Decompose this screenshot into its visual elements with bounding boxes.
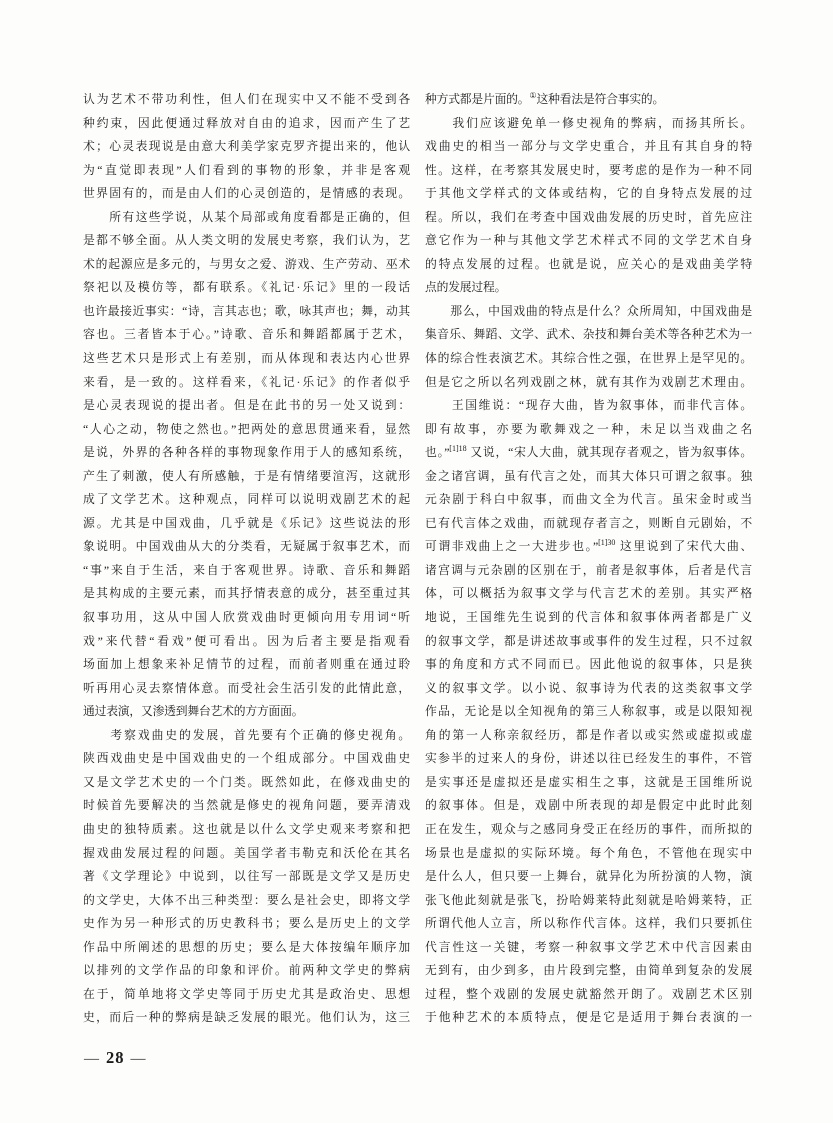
- text-line: 又是文学艺术史的一个门类。既然如此，在修戏曲史的: [83, 774, 410, 789]
- page-footer: [84, 1048, 147, 1068]
- text-line: 于其他文学样式的文体或结构，它的自身特点发展的过: [425, 186, 752, 201]
- text-line: 可谓非戏曲上之一大进步也。”$^{[1]30}$ 这里说到了宋代大曲、: [425, 538, 752, 554]
- text-line: 集音乐、舞蹈、文学、武术、杂技和舞台美术等各种艺术为一: [425, 327, 752, 342]
- text-line: 诸宫调与元杂剧的区别在于，前者是叙事体，后者是代言: [425, 562, 752, 577]
- text-line: 曲史的独特质素。这也就是以什么文学史观来考察和把: [83, 821, 410, 836]
- text-line: 地说，王国维先生说到的代言体和叙事体两者都是广义: [425, 610, 752, 625]
- text-line: 无到有，由少到多，由片段到完整，由简单到复杂的发展: [425, 963, 752, 978]
- text-line: 是什么人，但只要一上舞台，就异化为所扮演的人物，演: [425, 869, 752, 884]
- text-line: 正在发生，观众与之感同身受正在经历的事件，而所拟的: [425, 821, 752, 836]
- text-line: 成了文学艺术。这种观点，同样可以说明戏剧艺术的起: [83, 492, 410, 507]
- footer-dash-right: —: [130, 1051, 147, 1067]
- text-line: “人心之动，物使之然也。”把两处的意思贯通来看，显然: [83, 421, 410, 436]
- text-line: 性。这样，在考察其发展史时，要考虑的是作为一种不同: [425, 162, 752, 177]
- text-line: 点的发展过程。: [425, 280, 507, 295]
- text-line: 考察戏曲史的发展，首先要有个正确的修史视角。: [83, 727, 410, 742]
- text-line: 握戏曲发展过程的问题。美国学者韦勒克和沃伦在其名: [83, 845, 410, 860]
- text-line: 以排列的文学作品的印象和评价。前两种文学史的弊病: [83, 963, 410, 978]
- text-line: 我们应该避免单一修史视角的弊病，而扬其所长。: [425, 115, 752, 130]
- text-line: 也许最接近事实：“诗，言其志也；歌，咏其声也；舞，动其: [83, 303, 410, 318]
- text-line: 元杂剧于科白中叙事，而曲文全为代言。虽宋金时或当: [425, 492, 752, 507]
- text-line: 种方式都是片面的。①这种看法是符合事实的。: [425, 91, 665, 106]
- text-line: 术的起源应是多元的，与男女之爱、游戏、生产劳动、巫术: [83, 256, 410, 271]
- text-line: 的特点发展的过程。也就是说，应关心的是戏曲美学特: [425, 256, 752, 271]
- text-line: 这些艺术只是形式上有差别，而从体现和表达内心世界: [83, 351, 410, 366]
- text-line: 场景也是虚拟的实际环境。每个角色，不管他在现实中: [425, 845, 752, 860]
- text-line: 代言性这一关键，考察一种叙事文学艺术中代言因素由: [425, 939, 752, 954]
- text-line: 即有故事，亦要为歌舞戏之一种，未足以当戏曲之名: [425, 421, 752, 436]
- text-line: 戏曲史的相当一部分与文学史重合，并且有其自身的特: [425, 139, 752, 154]
- text-line: 的文学史，大体不出三种类型：要么是社会史，即将文学: [83, 892, 410, 907]
- text-line: 张飞他此刻就是张飞，扮哈姆莱特此刻就是哈姆莱特，正: [425, 892, 752, 907]
- text-line: 程。所以，我们在考查中国戏曲发展的历史时，首先应注: [425, 209, 752, 224]
- text-line: 术；心灵表现说是由意大利美学家克罗齐提出来的，他认: [83, 139, 410, 154]
- text-line: 意它作为一种与其他文学艺术样式不同的文学艺术自身: [425, 233, 752, 248]
- text-line: 所有这些学说，从某个局部或角度看都是正确的，但: [83, 209, 410, 224]
- text-line: 体，可以概括为叙事文学与代言艺术的差别。其实严格: [425, 586, 752, 601]
- text-line: 是其构成的主要元素，而其抒情表意的成分，甚至重过其: [83, 586, 410, 601]
- text-line: 世界固有的，而是由人们的心灵创造的，是情感的表现。: [83, 186, 410, 201]
- text-line: 通过表演，又渗透到舞台艺术的方方面面。: [83, 704, 304, 719]
- text-line: 祭祀以及模仿等，都有联系。《礼记·乐记》里的一段话: [83, 280, 410, 295]
- text-line: 产生了刺激，使人有所感触，于是有情绪要渲泻，这就形: [83, 468, 410, 483]
- text-line: 听再用心灵去察情体意。而受社会生活引发的此情此意，: [83, 680, 410, 695]
- text-line: 叙事功用，这从中国人欣赏戏曲时更倾向用专用词“听: [83, 610, 410, 625]
- text-line: 在于，简单地将文学史等同于历史尤其是政治史、思想: [83, 986, 410, 1001]
- text-line: 已有代言体之戏曲，而就现存者言之，则断自元剧始，不: [425, 515, 752, 530]
- text-line: 那么，中国戏曲的特点是什么？众所周知，中国戏曲是: [425, 303, 752, 318]
- text-line: 于他种艺术的本质特点，便是它是适用于舞台表演的一: [425, 1010, 752, 1025]
- text-line: 陕西戏曲史是中国戏曲史的一个组成部分。中国戏曲史: [83, 751, 410, 766]
- text-line: 体的综合性表演艺术。其综合性之强，在世界上是罕见的。: [425, 351, 752, 366]
- text-line: 实参半的过来人的身份，讲述以往已经发生的事件，不管: [425, 751, 752, 766]
- text-line: 史作为另一种形式的历史教科书；要么是历史上的文学: [83, 916, 410, 931]
- text-line: 容也。三者皆本于心。”诗歌、音乐和舞蹈都属于艺术，: [83, 327, 410, 342]
- left-text-column: [83, 88, 410, 1030]
- page-number: 28: [106, 1048, 125, 1067]
- text-line: 著《文学理论》中说到，以往写一部既是文学又是历史: [83, 869, 410, 884]
- text-line: 是心灵表现说的提出者。但是在此书的另一处又说到：: [83, 398, 410, 413]
- text-line: 但是它之所以名列戏剧之林，就有其作为戏剧艺术理由。: [425, 374, 752, 389]
- text-line: 为“直觉即表现”人们看到的事物的形象，并非是客观: [83, 162, 410, 177]
- right-text-column: [425, 88, 752, 1030]
- text-line: 是说，外界的各种各样的事物现象作用于人的感知系统，: [83, 445, 410, 460]
- text-line: 过程，整个戏剧的发展史就豁然开朗了。戏剧艺术区别: [425, 986, 752, 1001]
- text-line: 是实事还是虚拟还是虚实相生之事，这就是王国维所说: [425, 774, 752, 789]
- text-line: 作品，无论是以全知视角的第三人称叙事，或是以限知视: [425, 704, 752, 719]
- text-line: 的叙事文学，都是讲述故事或事件的发生过程，只不过叙: [425, 633, 752, 648]
- text-line: 来看，是一致的。这样看来，《礼记·乐记》的作者似乎: [83, 374, 410, 389]
- text-line: 场面加上想象来补足情节的过程，而前者则重在通过聆: [83, 657, 410, 672]
- text-line: 王国维说：“现存大曲，皆为叙事体，而非代言体。: [425, 398, 752, 413]
- text-line: 作品中所阐述的思想的历史；要么是大体按编年顺序加: [83, 939, 410, 954]
- text-line: 是都不够全面。从人类文明的发展史考察，我们认为，艺: [83, 233, 410, 248]
- text-line: 戏”来代替“看戏”便可看出。因为后者主要是指观看: [83, 633, 410, 648]
- text-line: 事的角度和方式不同而已。因此他说的叙事体，只是狭: [425, 657, 752, 672]
- text-line: 所谓代他人立言，所以称作代言体。这样，我们只要抓住: [425, 916, 752, 931]
- text-line: 义的叙事文学。以小说、叙事诗为代表的这类叙事文学: [425, 680, 752, 695]
- text-line: 认为艺术不带功利性，但人们在现实中又不能不受到各: [83, 92, 410, 106]
- text-line: 的叙事体。但是，戏剧中所表现的却是假定中此时此刻: [425, 798, 752, 813]
- text-line: 角的第一人称亲叙经历，都是作者以或实然或虚拟或虚: [425, 727, 752, 742]
- text-line: 时候首先要解决的当然就是修史的视角问题，要弄清戏: [83, 798, 410, 813]
- text-line: 象说明。中国戏曲从大的分类看，无疑属于叙事艺术，而: [83, 539, 410, 554]
- text-line: 金之诸宫调，虽有代言之处，而其大体只可谓之叙事。独: [425, 468, 752, 483]
- text-line: “事”来自于生活，来自于客观世界。诗歌、音乐和舞蹈: [83, 562, 410, 577]
- text-line: 源。尤其是中国戏曲，几乎就是《乐记》这些说法的形: [83, 515, 410, 530]
- text-line: 也。”$^{[1]18}$ 又说，“宋人大曲，就其现存者观之，皆为叙事体。: [425, 444, 752, 460]
- text-line: 史，而后一种的弊病是缺乏发展的眼光。他们认为，这三: [83, 1010, 410, 1025]
- footer-dash-left: —: [84, 1051, 100, 1067]
- text-line: 种约束，因此便通过释放对自由的追求，因而产生了艺: [83, 115, 410, 130]
